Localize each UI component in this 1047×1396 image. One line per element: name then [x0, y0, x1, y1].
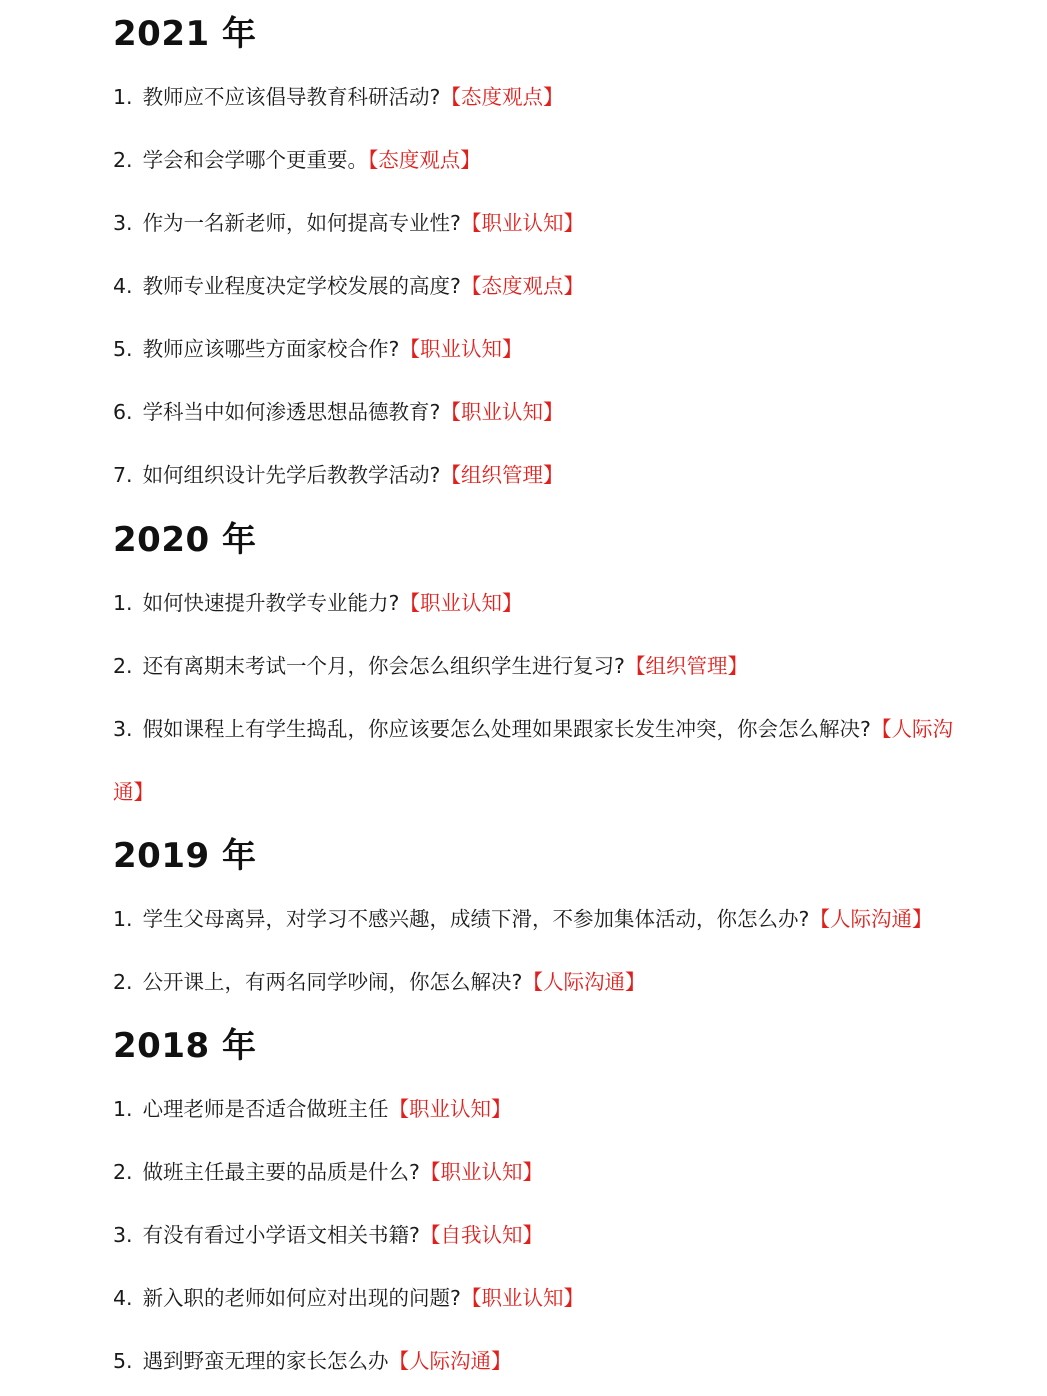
- question-item: [113, 66, 584, 129]
- question-text: 学科当中如何渗透思想品德教育?: [142, 400, 441, 424]
- question-text: 新入职的老师如何应对出现的问题?: [142, 1286, 461, 1310]
- question-text: 心理老师是否适合做班主任: [142, 1097, 389, 1121]
- question-text: 遇到野蛮无理的家长怎么办: [142, 1349, 389, 1373]
- item-number: 3.: [113, 1223, 133, 1247]
- category-tag: 【组织管理】: [624, 654, 748, 678]
- question-text: 学生父母离异，对学习不感兴趣，成绩下滑，不参加集体活动，你怎么办?: [142, 907, 810, 931]
- category-tag: 【人际沟通】: [388, 1349, 512, 1373]
- section-2020: [113, 508, 963, 824]
- item-number: 1.: [113, 907, 133, 931]
- question-item: [113, 1267, 584, 1330]
- question-text: 学会和会学哪个更重要。: [142, 148, 369, 172]
- section-2018: [113, 1014, 584, 1393]
- category-tag: 【人际沟通】: [113, 717, 953, 804]
- item-number: 2.: [113, 1160, 133, 1184]
- section-2019: [113, 824, 932, 1014]
- item-number: 2.: [113, 148, 133, 172]
- item-number: 1.: [113, 1097, 133, 1121]
- category-tag: 【态度观点】: [368, 148, 481, 172]
- year-heading: 2018 年: [113, 1026, 257, 1066]
- question-item: [113, 698, 963, 824]
- item-number: 3.: [113, 717, 133, 741]
- question-text: 如何快速提升教学专业能力?: [142, 591, 400, 615]
- category-tag: 【职业认知】: [460, 1286, 584, 1310]
- year-heading: 2020 年: [113, 520, 257, 560]
- item-number: 7.: [113, 463, 133, 487]
- question-item: [113, 635, 963, 698]
- item-number: 2.: [113, 970, 133, 994]
- question-item: [113, 255, 584, 318]
- item-number: 1.: [113, 85, 133, 109]
- question-text: 教师专业程度决定学校发展的高度?: [142, 274, 461, 298]
- question-item: [113, 888, 932, 951]
- question-text: 公开课上，有两名同学吵闹，你怎么解决?: [142, 970, 523, 994]
- question-text: 还有离期末考试一个月，你会怎么组织学生进行复习?: [142, 654, 625, 678]
- question-item: [113, 1330, 584, 1393]
- item-number: 6.: [113, 400, 133, 424]
- question-text: 作为一名新老师，如何提高专业性?: [142, 211, 461, 235]
- category-tag: 【态度观点】: [460, 274, 584, 298]
- item-number: 5.: [113, 1349, 133, 1373]
- item-number: 1.: [113, 591, 133, 615]
- category-tag: 【人际沟通】: [522, 970, 646, 994]
- question-text: 如何组织设计先学后教教学活动?: [142, 463, 441, 487]
- category-tag: 【职业认知】: [388, 1097, 512, 1121]
- year-heading: 2019 年: [113, 836, 257, 876]
- category-tag: 【职业认知】: [460, 211, 584, 235]
- question-item: [113, 1204, 584, 1267]
- item-number: 2.: [113, 654, 133, 678]
- item-number: 4.: [113, 1286, 133, 1310]
- question-item: [113, 1078, 584, 1141]
- question-text: 教师应该哪些方面家校合作?: [142, 337, 400, 361]
- question-text: 有没有看过小学语文相关书籍?: [142, 1223, 420, 1247]
- category-tag: 【组织管理】: [440, 463, 564, 487]
- item-number: 5.: [113, 337, 133, 361]
- question-item: [113, 192, 584, 255]
- category-tag: 【职业认知】: [419, 1160, 543, 1184]
- question-text: 做班主任最主要的品质是什么?: [142, 1160, 420, 1184]
- question-text: 假如课程上有学生捣乱，你应该要怎么处理如果跟家长发生冲突，你会怎么解决?: [142, 717, 871, 741]
- section-2021: [113, 2, 584, 507]
- item-number: 4.: [113, 274, 133, 298]
- question-item: [113, 444, 584, 507]
- question-item: [113, 318, 584, 381]
- category-tag: 【职业认知】: [399, 591, 523, 615]
- year-heading: 2021 年: [113, 14, 257, 54]
- item-number: 3.: [113, 211, 133, 235]
- category-tag: 【职业认知】: [399, 337, 523, 361]
- question-item: [113, 572, 963, 635]
- question-item: [113, 381, 584, 444]
- category-tag: 【态度观点】: [440, 85, 564, 109]
- question-item: [113, 951, 932, 1014]
- question-item: [113, 129, 584, 192]
- category-tag: 【自我认知】: [419, 1223, 543, 1247]
- category-tag: 【职业认知】: [440, 400, 564, 424]
- question-text: 教师应不应该倡导教育科研活动?: [142, 85, 441, 109]
- question-item: [113, 1141, 584, 1204]
- category-tag: 【人际沟通】: [809, 907, 933, 931]
